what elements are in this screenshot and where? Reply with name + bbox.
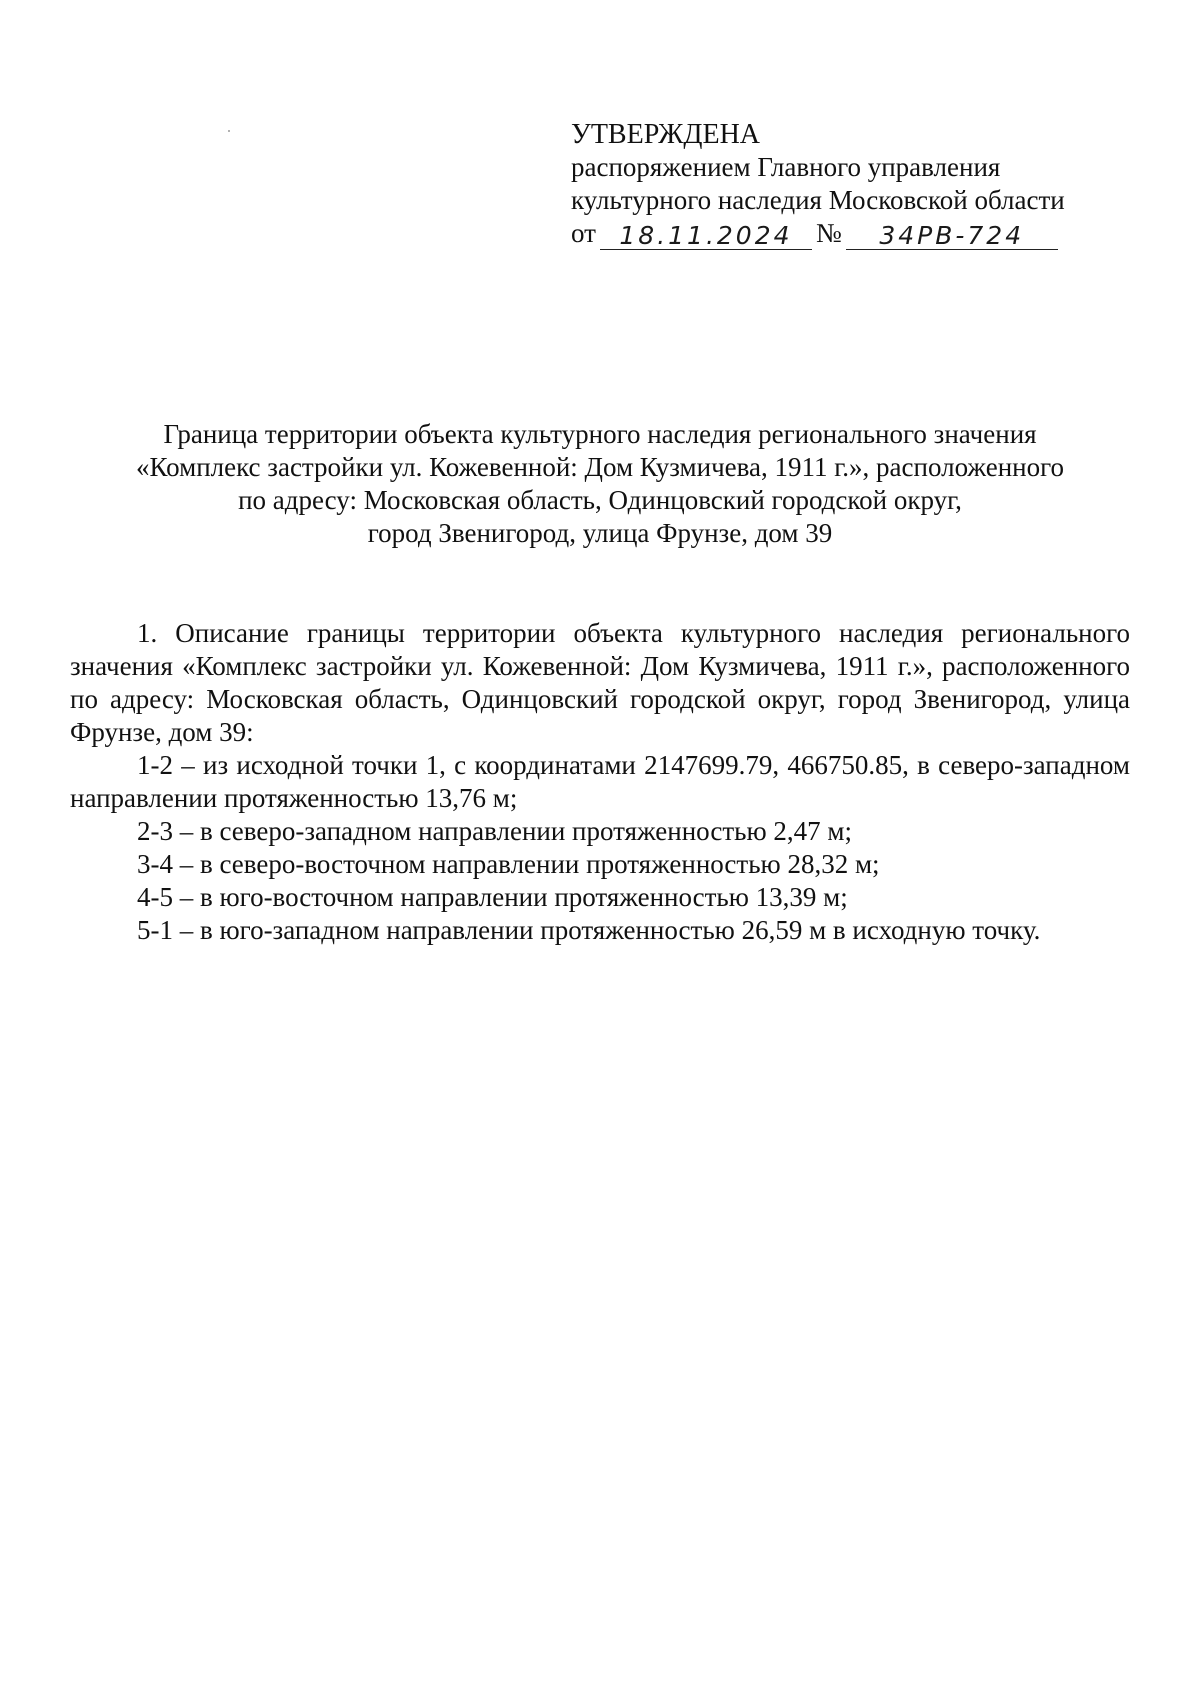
body-paragraph-segment-3-4: 3-4 – в северо-восточном направлении протяженностью 28,32 м; [137, 849, 880, 879]
number-prefix: № [815, 218, 842, 248]
body-paragraph-description: 1. Описание границы территории объекта культурного наследия регионального значения «Комплекс застройки ул. Кожевенной: Дом Кузмичева, 1911 г.», расположенного по адресу: Московская область, Одинцовский городской округ, город Звенигород, улица Фрунзе, дом 39: [70, 618, 1130, 747]
title-line-2: «Комплекс застройки ул. Кожевенной: Дом Кузмичева, 1911 г.», расположенного [135, 452, 1065, 482]
body-paragraph-segment-4-5: 4-5 – в юго-восточном направлении протяженностью 13,39 м; [137, 882, 848, 912]
approval-date-number-line [571, 217, 1111, 250]
title-line-4: город Звенигород, улица Фрунзе, дом 39 [367, 518, 833, 548]
document-body [70, 617, 1130, 947]
body-paragraph-segment-1-2: 1-2 – из исходной точки 1, с координатами 2147699.79, 466750.85, в северо-западном направлении протяженностью 13,76 м; [70, 750, 1130, 813]
approval-stamp-block [571, 118, 1111, 250]
title-line-3: по адресу: Московская область, Одинцовский городской округ, [238, 485, 962, 515]
document-title [70, 418, 1130, 550]
date-prefix: от [571, 218, 596, 248]
title-line-1: Граница территории объекта культурного наследия регионального значения [163, 419, 1037, 449]
approval-heading: УТВЕРЖДЕНА [571, 119, 761, 150]
handwritten-number: 34РВ-724 [879, 221, 1025, 250]
number-blank [846, 219, 1058, 250]
body-paragraph-segment-5-1: 5-1 – в юго-западном направлении протяженностью 26,59 м в исходную точку. [137, 915, 1041, 945]
date-blank [600, 219, 812, 250]
handwritten-date: 18.11.2024 [619, 221, 793, 250]
approval-line-1: распоряжением Главного управления [571, 152, 1001, 182]
scan-speck [228, 130, 230, 132]
approval-line-2: культурного наследия Московской области [571, 185, 1065, 215]
body-paragraph-segment-2-3: 2-3 – в северо-западном направлении протяженностью 2,47 м; [137, 816, 852, 846]
